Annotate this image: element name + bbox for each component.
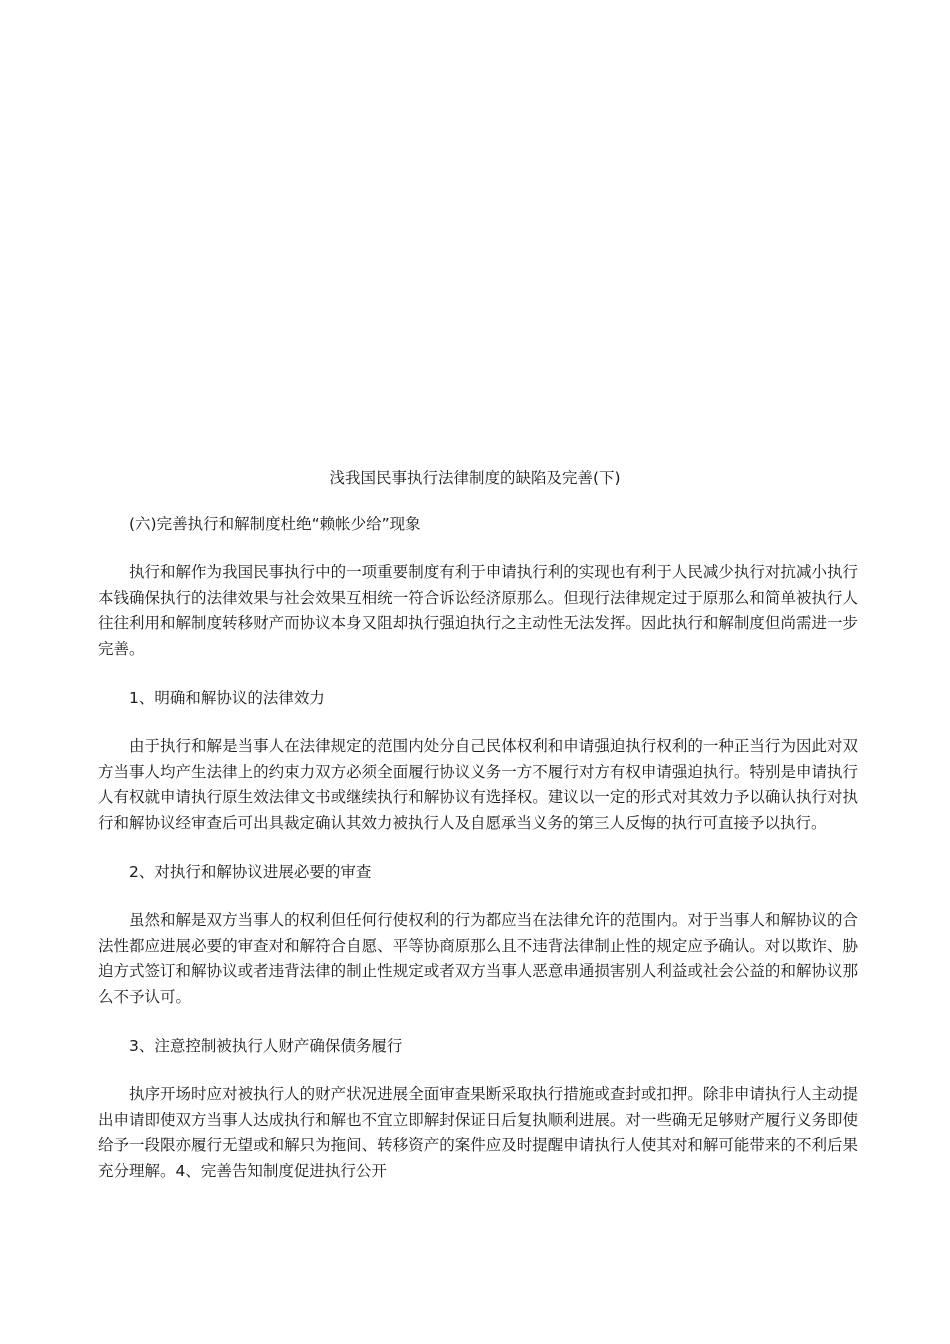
document-body (98, 513, 858, 1209)
item-3-paragraph: 执序开场时应对被执行人的财产状况进展全面审查果断采取执行措施或查封或扣押。除非申请执行人主动提出申请即使双方当事人达成执行和解也不宜立即解封保证日后复执顺利进展。对一些确无足够财产履行义务即使给予一段限亦履行无望或和解只为拖间、转移资产的案件应及时提醒申请执行人使其对和解可能带来的不利后果充分理解。4、完善告知制度促进执行公开 (98, 1085, 858, 1180)
document-title: 浅我国民事执行法律制度的缺陷及完善(下) (329, 469, 621, 487)
item-2-heading: 2、对执行和解协议进展必要的审查 (129, 863, 372, 881)
item-2-paragraph: 虽然和解是双方当事人的权利但任何行使权利的行为都应当在法律允许的范围内。对于当事人和解协议的合法性都应进展必要的审查对和解符合自愿、平等协商原那么且不违背法律制止性的规定应予确认。对以欺诈、胁迫方式签订和解协议或者违背法律的制止性规定或者双方当事人恶意串通损害别人利益或社会公益的和解协议那么不予认可。 (98, 911, 858, 1006)
section-heading: (六)完善执行和解制度杜绝“赖帐少给”现象 (129, 515, 421, 533)
intro-paragraph: 执行和解作为我国民事执行中的一项重要制度有利于申请执行利的实现也有利于人民减少执行对抗减小执行本钱确保执行的法律效果与社会效果互相统一符合诉讼经济原那么。但现行法律规定过于原那么和简单被执行人往往利用和解制度转移财产而协议本身又阻却执行强迫执行之主动性无法发挥。因此执行和解制度但尚需进一步完善。 (98, 563, 858, 658)
item-1-paragraph: 由于执行和解是当事人在法律规定的范围内处分自己民体权利和申请强迫执行权利的一种正当行为因此对双方当事人均产生法律上的约束力双方必须全面履行协议义务一方不履行对方有权申请强迫执行。特别是申请执行人有权就申请执行原生效法律文书或继续执行和解协议有选择权。建议以一定的形式对其效力予以确认执行对执行和解协议经审查后可出具裁定确认其效力被执行人及自愿承当义务的第三人反悔的执行可直接予以执行。 (98, 737, 858, 832)
item-1-heading: 1、明确和解协议的法律效力 (129, 689, 325, 707)
item-3-heading: 3、注意控制被执行人财产确保债务履行 (129, 1037, 403, 1055)
